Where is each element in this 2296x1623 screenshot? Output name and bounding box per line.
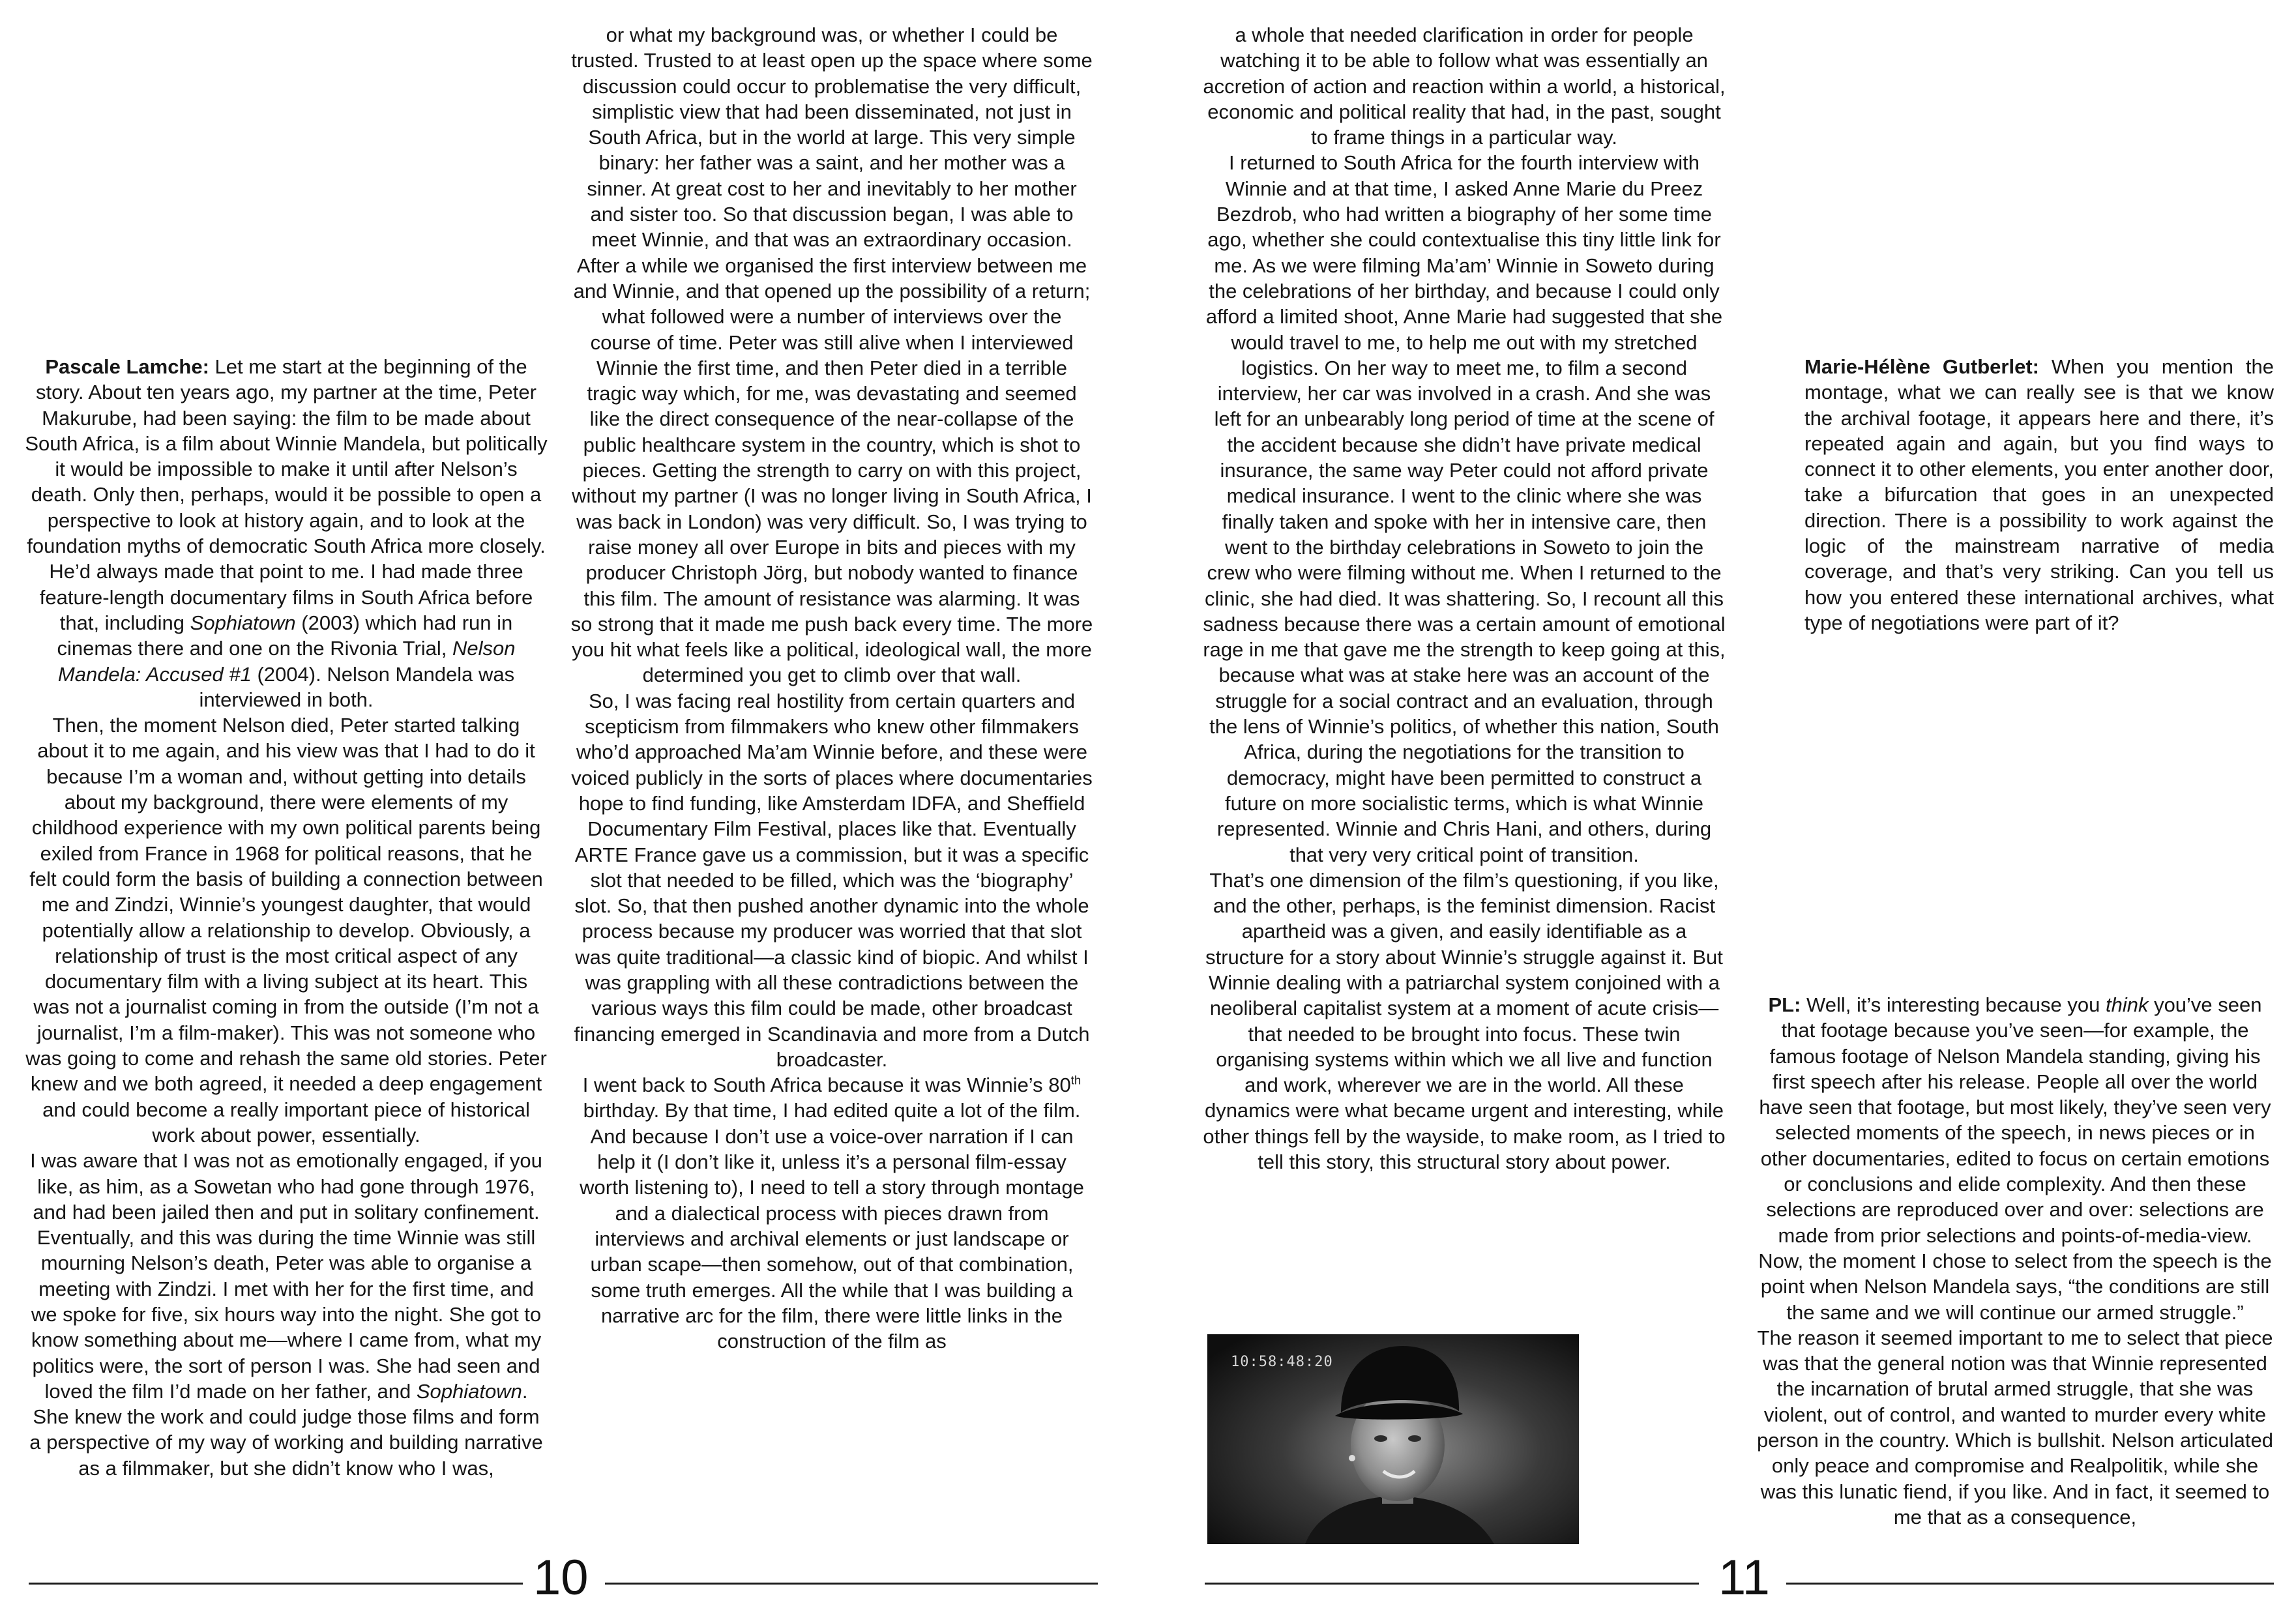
page-number-left: 10 [533,1550,589,1605]
footer-rule-right-b [1786,1583,2274,1585]
footer-rule-left-a [29,1583,523,1585]
timecode-overlay: 10:58:48:20 [1231,1354,1333,1370]
column-3 [1203,22,1726,1175]
column-2 [570,22,1093,1354]
paragraph: The reason it seemed important to me to select that piece was that the general notion was that Winnie represented the incarnation of brutal armed struggle, that she was violent, out of control, and wanted to murder every white person in the country. Which is bullshit. Nelson articulated only peace and compromise and Realpolitik, while she was this lunatic fiend, if you like. And in fact, it seemed to me that as a consequence, [1756,1326,2274,1528]
paragraph: Then, the moment Nelson died, Peter started talking about it to me again, and his view was that I had to do it because I’m a woman and, without getting into details about my background, there were elements of my childhood experience with my own political parents being exiled from France in 1968 for political reasons, that he felt could form the basis of building a connection between me and Zindzi, Winnie’s youngest daughter, that would potentially allow a relationship to develop. Obviously, a relationship of trust is the most critical aspect of any documentary film with a living subject at its heart. This was not a journalist coming in from the outside (I’m not a journalist, I’m a film-maker). This was not someone who was going to come and rehash the same old stories. Peter knew and we both agreed, it needed a deep engagement and could become a really important piece of historical work about power, essentially. [25,714,547,1147]
paragraph: After a while we organised the first interview between me and Winnie, and that opened up the possibility of a return; what followed were a number of interviews over the course of time. Peter was still alive when I interviewed Winnie the first time, and then Peter died in a terrible tragic way which, for me, was devastating and seemed like the direct consequence of the near-collapse of the public healthcare system in the country, which is shot to pieces. Getting the strength to carry on with this project, without my partner (I was no longer living in South Africa, I was back in London) was very difficult. So, I was trying to raise money all over Europe in bits and pieces with my producer Christoph Jörg, but nobody wanted to finance this film. The amount of resistance was alarming. It was so strong that it made me push back every time. The more you hit what feels like a political, ideological wall, the more determined you get to climb over that wall. [570,254,1093,687]
paragraph: So, I was facing real hostility from certain quarters and scepticism from filmmakers who knew other filmmakers who’d approached Ma’am Winnie before, and these were voiced publicly in the sorts of places where documentaries hope to find funding, like Amsterdam IDFA, and Sheffield Documentary Film Festival, places like that. Eventually ARTE France gave us a commission, but it was a specific slot that needed to be filled, which was the ‘biography’ slot. So, that then pushed another dynamic into the whole process because my producer was worried that that slot was quite traditional—a classic kind of biopic. And whilst I was grappling with all these contradictions between the various ways this film could be made, other broadcast financing emerged in Scandinavia and more from a Dutch broadcaster. [571,689,1093,1071]
paragraph: I was aware that I was not as emotionally engaged, if you like, as him, as a Sowetan who had gone through 1976, and had been jailed then and put in solitary confinement. Eventually, and this was during the time Winnie was still mourning Nelson’s death, Peter was able to organise a meeting with Zindzi. I met with her for the first time, and we spoke for five, six hours way into the night. She got to know something about me—where I came from, what my politics were, the sort of person I was. She had seen and loved the film I’d made on her father, and Sophiatown. She knew the work and could judge those films and form a perspective of my way of working and building narrative as a filmmaker, but she didn’t know who I was, [29,1149,543,1480]
column-1 [25,354,548,1481]
paragraph: a whole that needed clarification in order for people watching it to be able to follow what was essentially an accretion of action and reaction within a world, a historical, economic and political reality that had, in the past, sought to frame things in a particular way. [1203,23,1726,149]
paragraph: I went back to South Africa because it was Winnie’s 80th birthday. By that time, I had edited quite a lot of the film. And because I don’t use a voice-over narration if I can help it (I don’t like it, unless it’s a personal film-essay worth listening to), I need to tell a story through montage and a dialectical process with pieces drawn from interviews and archival elements or just landscape or urban scape—then somehow, out of that combination, some truth emerges. All the while that I was building a narrative arc for the film, there were little links in the construction of the film as [580,1073,1084,1353]
column-4-question [1804,354,2274,636]
paragraph: or what my background was, or whether I could be trusted. Trusted to at least open up the space where some discussion could occur to problematise the very difficult, simplistic view that had been disseminated, not just in South Africa, but in the world at large. This very simple binary: her father was a saint, and her mother was a sinner. At great cost to her and inevitably to her mother and sister too. So that discussion began, I was able to meet Winnie, and that was an extraordinary occasion. [571,23,1093,252]
footer-rule-left-b [605,1583,1098,1585]
column-4-answer [1754,992,2276,1530]
speaker-name: Pascale Lamche: [45,355,209,378]
footer-rule-right-a [1205,1583,1699,1585]
speaker-name: Marie-Hélène Gutberlet: [1804,355,2039,378]
page-number-right: 11 [1718,1550,1770,1605]
answer-paragraph: PL: Well, it’s interesting because you think you’ve seen that footage because you’ve seen—for example, the famous footage of Nelson Mandela standing, giving his first speech after his release. People all over the world have seen that footage, but most likely, they’ve seen very selected moments of the speech, in news pieces or in other documentaries, edited to focus on certain emotions or conclusions and elide complexity. And then these selections are reproduced over and over: selections are made from prior selections and points-of-media-view. Now, the moment I chose to select from the speech is the point when Nelson Mandela says, “the conditions are still the same and we will continue our armed struggle.” [1758,993,2272,1324]
archival-photo [1207,1334,1579,1544]
paragraph: I returned to South Africa for the fourth interview with Winnie and at that time, I asked Anne Marie du Preez Bezdrob, who had written a biography of her some time ago, whether she could contextualise this tiny little link for me. As we were filming Ma’am’ Winnie in Soweto during the celebrations of her birthday, and because I could only afford a limited shoot, Anne Marie had suggested that she would travel to me, to help me out with my stretched logistics. On her way to meet me, to film a second interview, her car was involved in a crash. And she was left for an unbearably long period of time at the scene of the accident because she didn’t have private medical insurance, the same way Peter could not afford private medical insurance. I went to the clinic where she was finally taken and spoke with her in intensive care, then went to the birthday celebrations in Soweto to join the crew who were filming without me. When I returned to the clinic, she had died. It was shattering. So, I recount all this sadness because there was a certain amount of emotional rage in me that gave me the strength to keep going at this, because what was at stake here was an account of the struggle for a social contract and an evaluation, through the lens of Winnie’s politics, of whether this nation, South Africa, during the negotiations for the transition to democracy, might have been permitted to construct a future on more socialistic terms, which is what Winnie represented. Winnie and Chris Hani, and others, during that very very critical point of transition. [1203,151,1726,866]
speaker-name: PL: [1768,993,1801,1016]
question-paragraph: Marie-Hélène Gutberlet: When you mention the montage, what we can really see is that we know the archival footage, it appears here and there, it’s repeated again and again, but you find ways to connect it to other elements, you enter another door, take a bifurcation that goes in an unexpected direction. There is a possibility to work against the logic of the mainstream narrative of media coverage, and that’s very striking. Can you tell us how you entered these international archives, what type of negotiations were part of it? [1804,355,2274,634]
paragraph-intro: Pascale Lamche: Let me start at the beginning of the story. About ten years ago, my partner at the time, Peter Makurube, had been saying: the film to be made about South Africa, is a film about Winnie Mandela, but politically it would be impossible to make it until after Nelson’s death. Only then, perhaps, would it be possible to open a perspective to look at history again, and to look at the foundation myths of democratic South Africa more closely. He’d always made that point to me. I had made three feature-length documentary films in South Africa before that, including Sophiatown (2003) which had run in cinemas there and one on the Rivonia Trial, Nelson Mandela: Accused #1 (2004). Nelson Mandela was interviewed in both. [25,355,548,711]
paragraph: That’s one dimension of the film’s questioning, if you like, and the other, perhaps, is the feminist dimension. Racist apartheid was a given, and easily identifiable as a structure for a story about Winnie’s struggle against it. But Winnie dealing with a patriarchal system conjoined with a neoliberal capitalist system at a moment of acute crisis—that needed to be brought into focus. These twin organising systems within which we all live and function and work, wherever we are in the world. All these dynamics were what became urgent and interesting, while other things fell by the wayside, to make room, as I tried to tell this story, this structural story about power. [1203,868,1726,1174]
